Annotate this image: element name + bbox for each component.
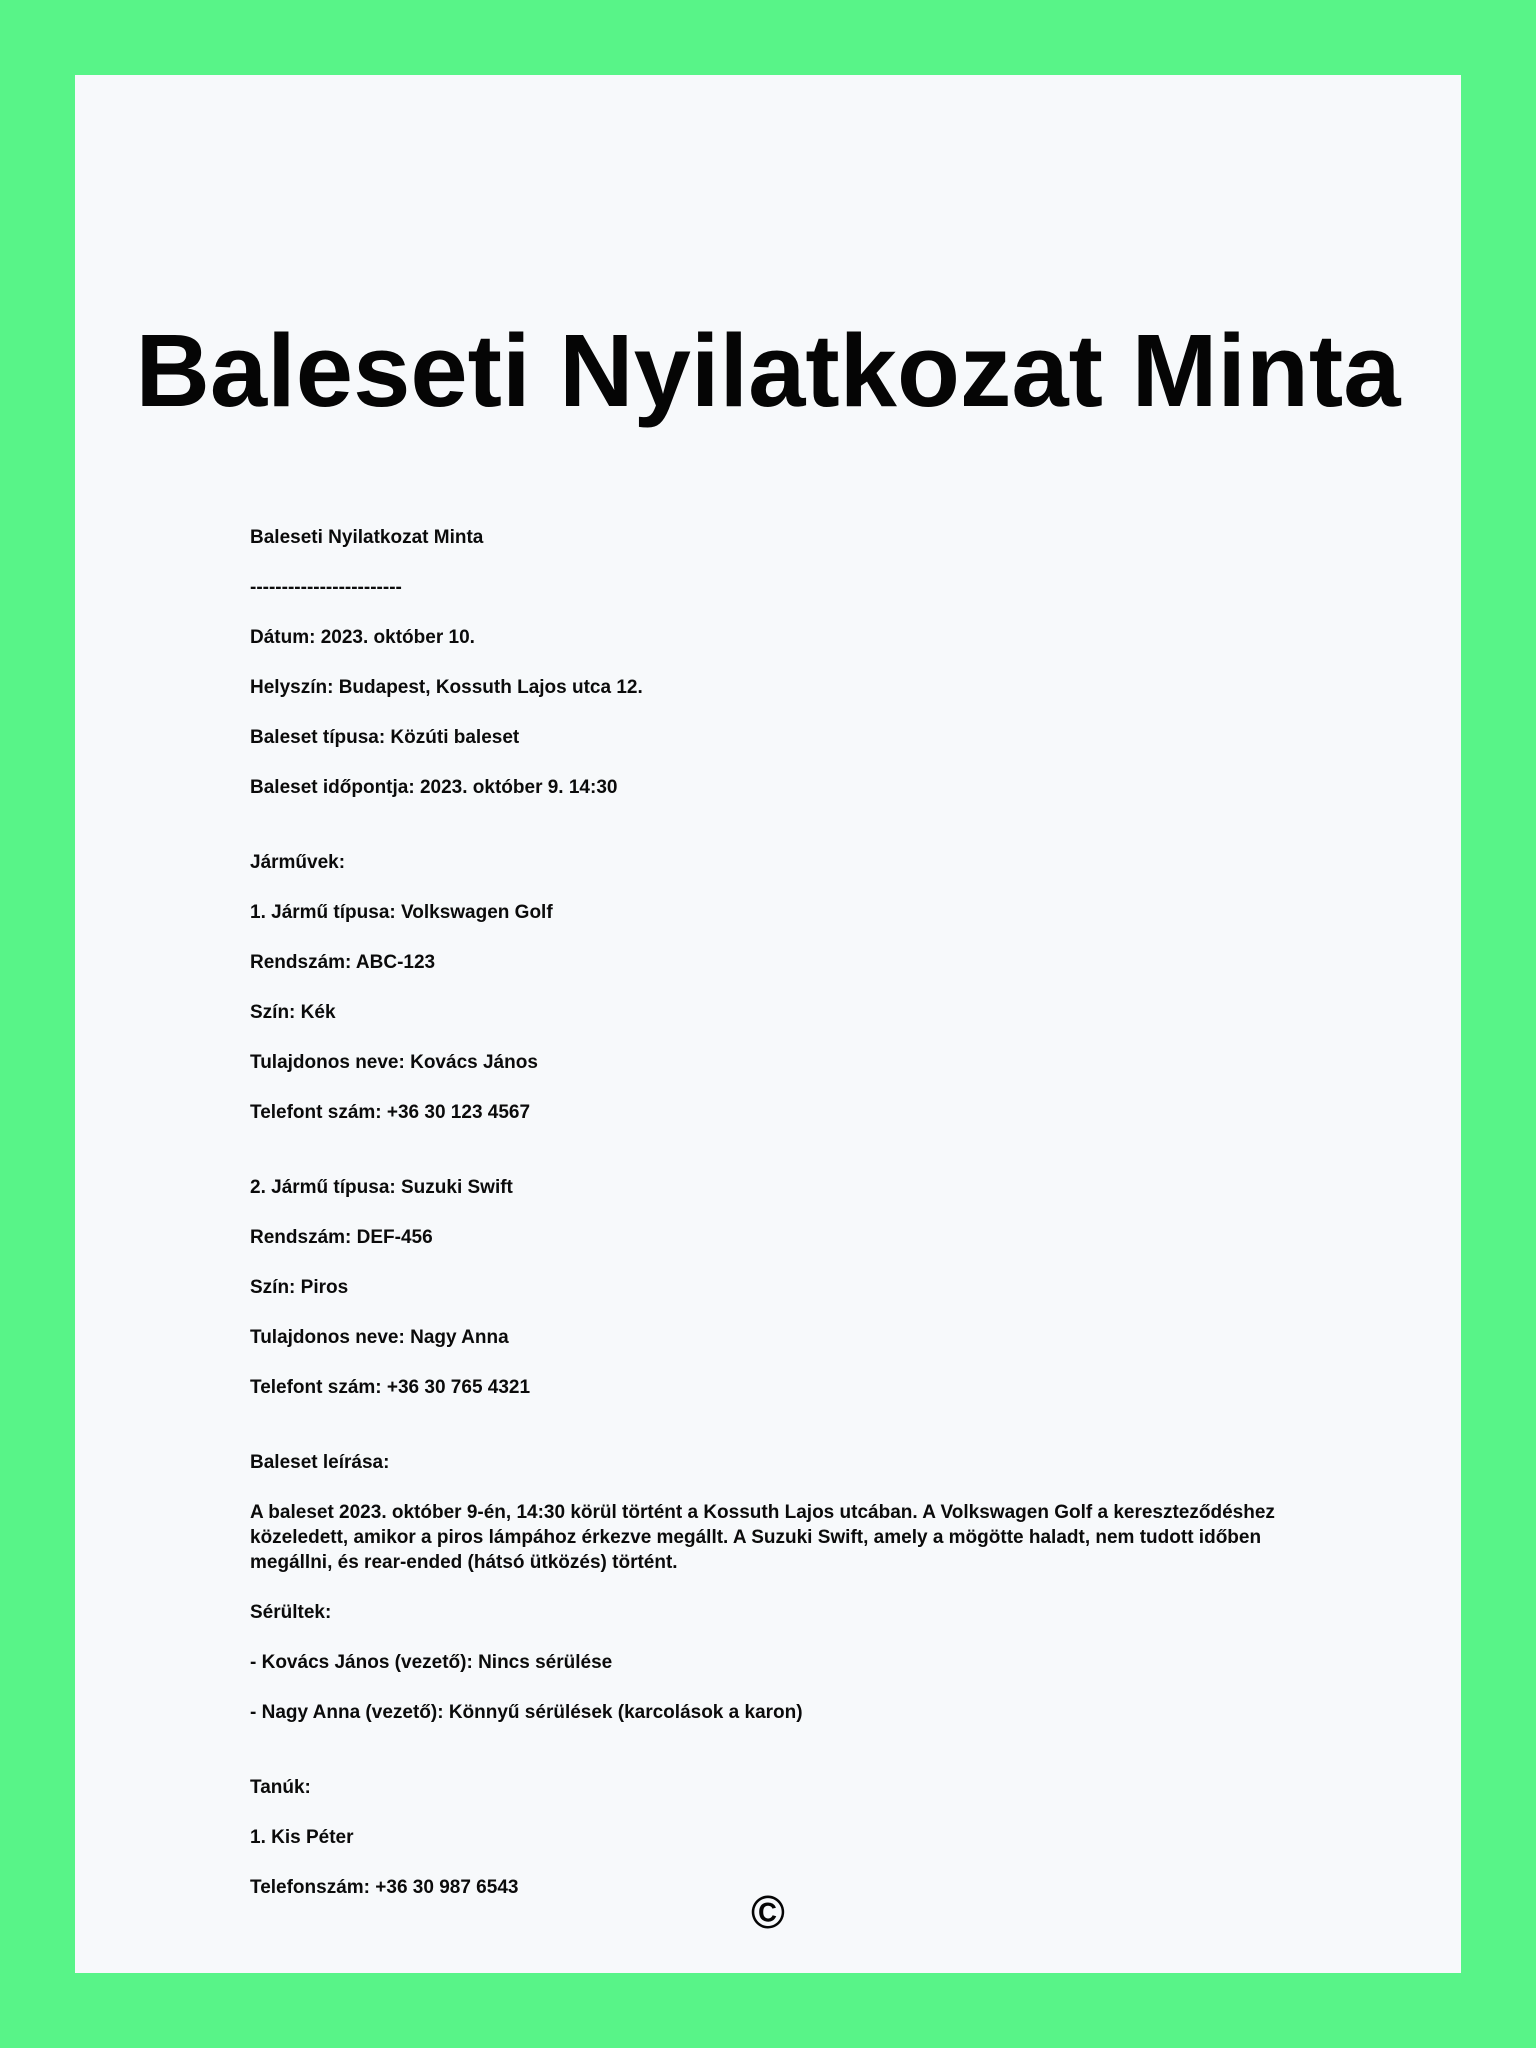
doc-heading: Baleseti Nyilatkozat Minta [250, 527, 484, 548]
date-line: Dátum: 2023. október 10. [250, 627, 475, 648]
witness-name: 1. Kis Péter [250, 1827, 354, 1848]
location-line: Helyszín: Budapest, Kossuth Lajos utca 12. [250, 677, 643, 698]
witnesses-label: Tanúk: [250, 1777, 311, 1798]
vehicle2-plate: Rendszám: DEF-456 [250, 1227, 433, 1248]
vehicle1-plate: Rendszám: ABC-123 [250, 952, 436, 973]
separator-line: ------------------------ [250, 577, 402, 598]
injury-item: - Nagy Anna (vezető): Könnyű sérülések (karcolások a karon) [250, 1702, 803, 1723]
injured-label: Sérültek: [250, 1602, 332, 1623]
vehicles-label: Járművek: [250, 852, 346, 873]
accident-time-line: Baleset időpontja: 2023. október 9. 14:30 [250, 777, 618, 798]
injury-item: - Kovács János (vezető): Nincs sérülése [250, 1652, 613, 1673]
vehicle1-color: Szín: Kék [250, 1002, 336, 1023]
witness-phone: Telefonszám: +36 30 987 6543 [250, 1877, 519, 1898]
vehicle2-type: 2. Jármű típusa: Suzuki Swift [250, 1177, 513, 1198]
copyright-icon: © [751, 1886, 785, 1938]
vehicle2-owner: Tulajdonos neve: Nagy Anna [250, 1327, 509, 1348]
vehicle2-color: Szín: Piros [250, 1277, 349, 1298]
vehicle1-phone: Telefont szám: +36 30 123 4567 [250, 1102, 531, 1123]
accident-type-line: Baleset típusa: Közúti baleset [250, 727, 520, 748]
vehicle1-type: 1. Jármű típusa: Volkswagen Golf [250, 902, 553, 923]
page-title: Baleseti Nyilatkozat Minta [135, 313, 1401, 428]
description-text: A baleset 2023. október 9-én, 14:30 körül történt a Kossuth Lajos utcában. A Volkswagen Golf a kereszteződéshez közeledett, amikor a piros lámpához érkezve megállt. A Suzuki Swift, amely a mögötte haladt, nem tudott időben megállni, és rear-ended (hátsó ütközés) történt. [250, 1502, 1275, 1573]
document-page [75, 75, 1461, 1973]
description-label: Baleset leírása: [250, 1452, 390, 1473]
vehicle1-owner: Tulajdonos neve: Kovács János [250, 1052, 538, 1073]
vehicle2-phone: Telefont szám: +36 30 765 4321 [250, 1377, 531, 1398]
